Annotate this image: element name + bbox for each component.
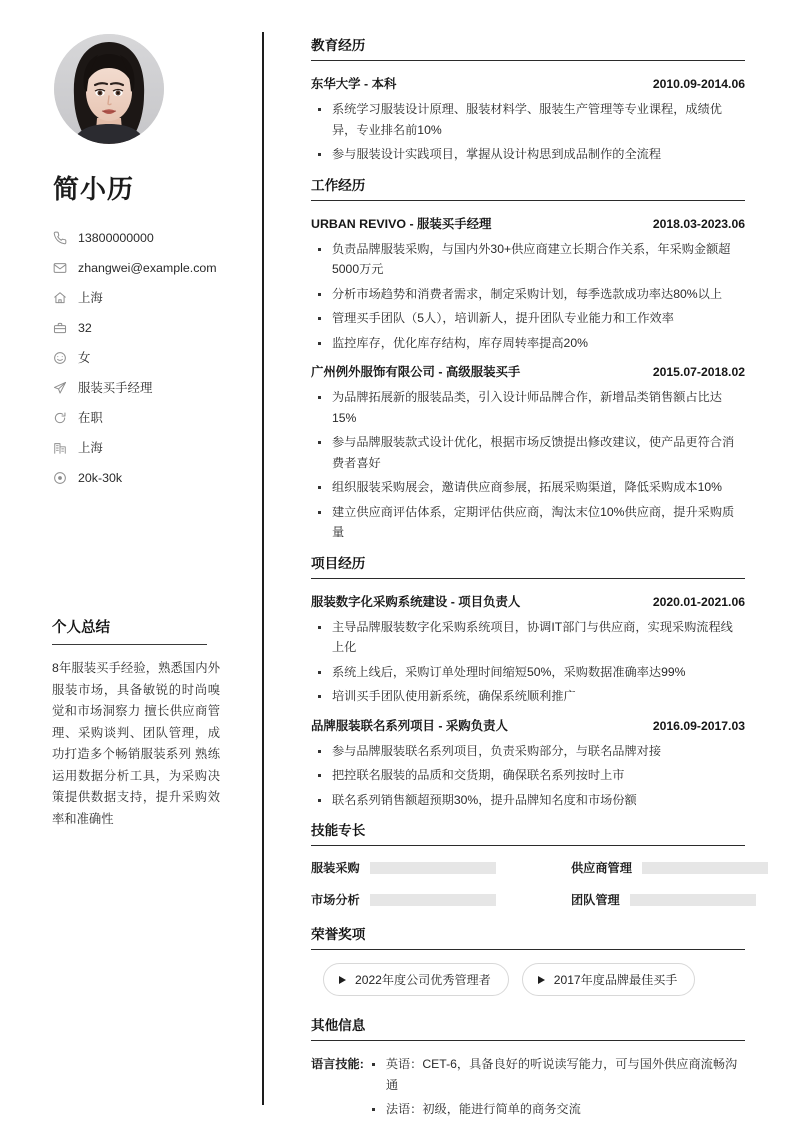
- section-projects: [311, 552, 745, 811]
- other-items: [366, 1054, 745, 1124]
- sidebar: [0, 0, 263, 1146]
- entry-date: 2016.09-2017.03: [652, 718, 745, 733]
- section-work: [311, 174, 745, 543]
- paper-plane-icon: [52, 380, 67, 395]
- skill-row: [571, 859, 794, 876]
- entry-bullets: [311, 387, 745, 543]
- work-entry: [311, 214, 745, 354]
- section-other: [311, 1014, 745, 1124]
- award-label: 2022年度公司优秀管理者: [355, 973, 491, 987]
- contact-value-status: 在职: [78, 410, 103, 425]
- main-column: [263, 0, 794, 1128]
- contact-item-hometown: [52, 284, 237, 311]
- summary-section: [52, 616, 237, 830]
- entry-date: 2018.03-2023.06: [652, 216, 745, 231]
- avatar: [54, 34, 164, 144]
- work-entry: [311, 362, 745, 543]
- smiley-icon: [52, 350, 67, 365]
- entry-header: [311, 214, 745, 232]
- skill-row: [311, 891, 539, 908]
- project-entry: [311, 716, 745, 811]
- list-item: 把控联名服装的品质和交货期，确保联名系列按时上市: [311, 765, 745, 786]
- summary-text: 8年服装买手经验，熟悉国内外服装市场，具备敏锐的时尚嗅觉和市场洞察力 擅长供应商管理、采购谈判、团队管理，成功打造多个畅销服装系列 熟练运用数据分析工具，为采购决策提供数据支持，提升采购效率和准确性: [52, 661, 220, 826]
- skill-label: 服装采购: [311, 861, 360, 875]
- contact-value-email: zhangwei@example.com: [78, 260, 217, 275]
- triangle-right-icon: [339, 976, 346, 984]
- list-item: 法语：初级，能进行简单的商务交流: [366, 1099, 745, 1120]
- avatar-illustration: [54, 34, 164, 144]
- skill-progress-track: [370, 894, 496, 906]
- skill-progress-track: [370, 862, 496, 874]
- section-heading-projects: 项目经历: [311, 552, 745, 579]
- list-item: 分析市场趋势和消费者需求，制定采购计划，每季选款成功率达80%以上: [311, 284, 745, 305]
- phone-icon: [52, 230, 67, 245]
- page-title: 简小历: [53, 174, 135, 204]
- section-awards: [311, 923, 745, 996]
- entry-bullets: [311, 617, 745, 707]
- skill-progress-track: [630, 894, 756, 906]
- contact-value-position: 服装买手经理: [78, 380, 153, 395]
- section-heading-skills: 技能专长: [311, 819, 745, 846]
- other-row-language: [311, 1054, 745, 1124]
- contact-value-city: 上海: [78, 440, 103, 455]
- entry-date: 2010.09-2014.06: [652, 77, 745, 91]
- refresh-icon: [52, 410, 67, 425]
- skill-row: [311, 859, 539, 876]
- skill-row: [571, 891, 794, 908]
- entry-bullets: [311, 99, 745, 165]
- contact-item-age: [52, 314, 237, 341]
- list-item: 联名系列销售额超预期30%，提升品牌知名度和市场份额: [311, 790, 745, 811]
- contact-item-position: [52, 374, 237, 401]
- list-item: 参与品牌服装联名系列项目，负责采购部分，与联名品牌对接: [311, 741, 745, 762]
- contact-item-phone: [52, 224, 237, 251]
- contact-value-gender: 女: [78, 350, 91, 365]
- section-heading-education: 教育经历: [311, 34, 745, 61]
- section-education: [311, 34, 745, 165]
- contact-value-hometown: 上海: [78, 290, 103, 305]
- contact-list: [52, 224, 237, 491]
- award-label: 2017年度品牌最佳买手: [553, 973, 678, 987]
- list-item: 参与服装设计实践项目，掌握从设计构思到成品制作的全流程: [311, 144, 745, 165]
- section-skills: [311, 819, 745, 908]
- list-item: 英语：CET-6，具备良好的听说读写能力，可与国外供应商流畅沟通: [366, 1054, 745, 1095]
- awards-row: [323, 963, 745, 996]
- list-item: 建立供应商评估体系，定期评估供应商，淘汰末位10%供应商，提升采购质量: [311, 502, 745, 543]
- entry-title: 品牌服装联名系列项目 - 采购负责人: [311, 718, 508, 733]
- entry-date: 2015.07-2018.02: [652, 365, 745, 379]
- entry-title: URBAN REVIVO - 服装买手经理: [311, 216, 492, 231]
- list-item: 系统上线后，采购订单处理时间缩短50%，采购数据准确率达99%: [311, 662, 745, 683]
- entry-header: [311, 716, 745, 734]
- mail-icon: [52, 260, 67, 275]
- list-item: 参与品牌服装款式设计优化，根据市场反馈提出修改建议，使产品更符合消费者喜好: [311, 432, 745, 473]
- list-item: 负责品牌服装采购，与国内外30+供应商建立长期合作关系，年采购金额超5000万元: [311, 239, 745, 280]
- list-item: 监控库存，优化库存结构，库存周转率提高20%: [311, 333, 745, 354]
- education-entry: [311, 74, 745, 165]
- section-heading-work: 工作经历: [311, 174, 745, 201]
- award-chip: [323, 963, 509, 996]
- home-icon: [52, 290, 67, 305]
- contact-value-age: 32: [78, 320, 92, 335]
- entry-date: 2020.01-2021.06: [652, 594, 745, 609]
- entry-title: 服装数字化采购系统建设 - 项目负责人: [311, 594, 521, 609]
- summary-heading: 个人总结: [52, 616, 207, 645]
- briefcase-icon: [52, 320, 67, 335]
- entry-bullets: [311, 239, 745, 354]
- skill-label: 团队管理: [571, 893, 620, 907]
- skill-label: 供应商管理: [571, 861, 632, 875]
- contact-value-phone: 13800000000: [78, 230, 154, 245]
- list-item: 管理买手团队（5人），培训新人，提升团队专业能力和工作效率: [311, 308, 745, 329]
- contact-item-gender: [52, 344, 237, 371]
- project-entry: [311, 592, 745, 707]
- skills-grid: [311, 859, 745, 908]
- list-item: 为品牌拓展新的服装品类，引入设计师品牌合作，新增品类销售额占比达15%: [311, 387, 745, 428]
- list-item: 系统学习服装设计原理、服装材料学、服装生产管理等专业课程，成绩优异，专业排名前10%: [311, 99, 745, 140]
- entry-title: 东华大学 - 本科: [311, 77, 397, 91]
- contact-item-city: [52, 434, 237, 461]
- other-label: 语言技能:: [311, 1057, 364, 1071]
- list-item: 组织服装采购展会，邀请供应商参展，拓展采购渠道，降低采购成本10%: [311, 477, 745, 498]
- building-icon: [52, 440, 67, 455]
- entry-bullets: [311, 741, 745, 811]
- contact-value-salary: 20k-30k: [78, 470, 123, 485]
- contact-item-status: [52, 404, 237, 431]
- entry-header: [311, 74, 745, 92]
- skill-label: 市场分析: [311, 893, 360, 907]
- contact-item-email: [52, 254, 237, 281]
- entry-title: 广州例外服饰有限公司 - 高级服装买手: [311, 365, 521, 379]
- triangle-right-icon: [538, 976, 545, 984]
- section-heading-other: 其他信息: [311, 1014, 745, 1041]
- award-chip: [522, 963, 696, 996]
- list-item: 培训买手团队使用新系统，确保系统顺利推广: [311, 686, 745, 707]
- entry-header: [311, 362, 745, 380]
- entry-header: [311, 592, 745, 610]
- coin-icon: [52, 470, 67, 485]
- list-item: 主导品牌服装数字化采购系统项目，协调IT部门与供应商，实现采购流程线上化: [311, 617, 745, 658]
- skill-progress-track: [642, 862, 768, 874]
- contact-item-salary: [52, 464, 237, 491]
- section-heading-awards: 荣誉奖项: [311, 923, 745, 950]
